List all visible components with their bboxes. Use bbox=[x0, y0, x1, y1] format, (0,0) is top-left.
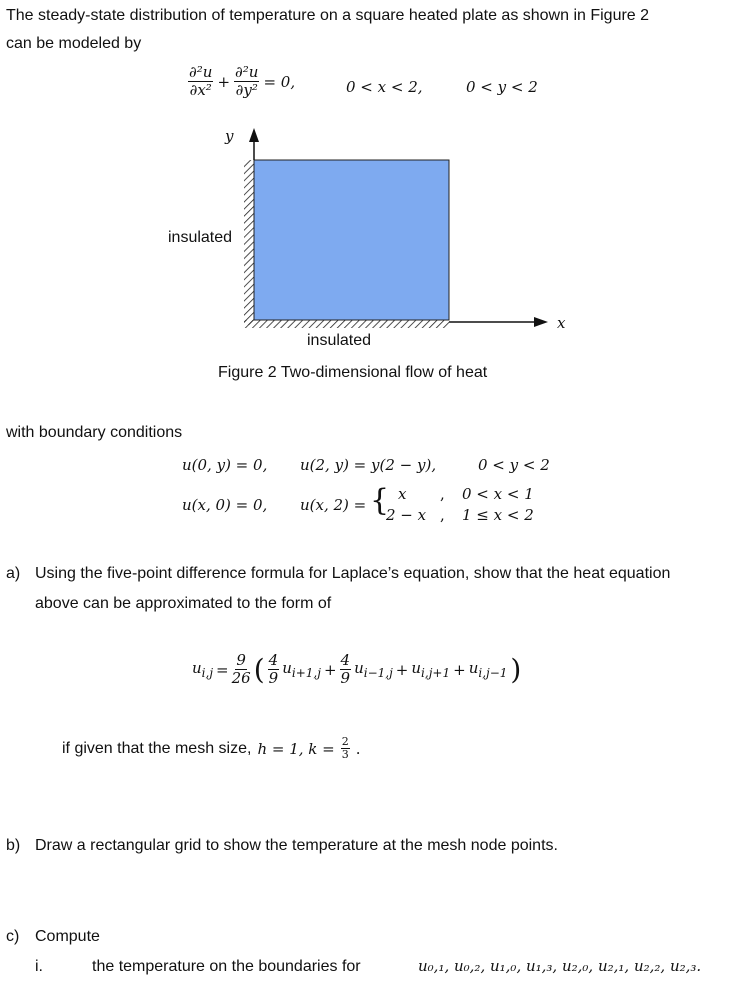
pde-num-1: ∂²u bbox=[189, 63, 213, 81]
case-1-sep: , bbox=[440, 485, 445, 503]
bc-y-range: 0 < y < 2 bbox=[478, 456, 550, 474]
part-c-item-math: u₀,₁, u₀,₂, u₁,₀, u₁,₃, u₂,₀, u₂,₁, u₂,₂, u₂,₃. bbox=[418, 957, 702, 975]
part-c-item-label: i. bbox=[35, 958, 43, 975]
bottom-insulated-edge bbox=[244, 320, 449, 328]
pde-equals: = 0, bbox=[263, 72, 296, 91]
case-2-range: 1 ≤ x < 2 bbox=[462, 506, 534, 524]
close-paren: ) bbox=[510, 653, 522, 686]
left-insulated-edge bbox=[244, 160, 254, 325]
case-1-expr: x bbox=[398, 485, 407, 503]
lhs-u: u bbox=[192, 659, 202, 677]
heated-plate bbox=[254, 160, 449, 320]
f1-den: 9 bbox=[268, 669, 279, 687]
part-b-label: b) bbox=[6, 837, 21, 854]
t2-sub: i−1,j bbox=[363, 666, 393, 680]
figure-caption: Figure 2 Two-dimensional flow of heat bbox=[218, 364, 488, 381]
pde-y-range: 0 < y < 2 bbox=[466, 78, 538, 96]
case-2-sep: , bbox=[440, 506, 445, 524]
difference-equation bbox=[192, 652, 521, 687]
intro-line-1: The steady-state distribution of temperature on a square heated plate as shown in Figure 2 bbox=[6, 7, 650, 24]
pde-x-range: 0 < x < 2, bbox=[346, 78, 423, 96]
x-axis-label: x bbox=[557, 314, 566, 332]
part-a-line-2: above can be approximated to the form of bbox=[35, 595, 332, 612]
t4-sub: i,j−1 bbox=[478, 666, 508, 680]
part-a-line-1: Using the five-point difference formula for Laplace’s equation, show that the heat equation bbox=[35, 565, 671, 582]
part-b-text: Draw a rectangular grid to show the temperature at the mesh node points. bbox=[35, 837, 558, 854]
bc-ux0: u(x, 0) = 0, bbox=[182, 496, 268, 514]
pde-plus: + bbox=[217, 72, 231, 91]
pde-den-2: ∂y² bbox=[235, 81, 258, 99]
intro-line-2: can be modeled by bbox=[6, 35, 142, 52]
part-c-label: c) bbox=[6, 928, 20, 945]
mesh-condition-end: . bbox=[355, 739, 361, 758]
mesh-condition bbox=[62, 736, 361, 761]
bottom-insulated-label: insulated bbox=[307, 332, 372, 349]
case-2-expr: 2 − x bbox=[386, 506, 427, 524]
part-c-item-text: the temperature on the boundaries for bbox=[92, 958, 361, 975]
t2-u: u bbox=[354, 659, 364, 677]
x-axis-arrow bbox=[534, 317, 548, 327]
plus-2: + bbox=[395, 660, 409, 679]
t4-u: u bbox=[468, 659, 479, 677]
y-axis-arrow bbox=[249, 128, 259, 142]
case-1-range: 0 < x < 1 bbox=[462, 485, 534, 503]
f2-den: 9 bbox=[340, 669, 351, 687]
plus-3: + bbox=[453, 660, 466, 679]
mesh-condition-text: if given that the mesh size, bbox=[62, 739, 252, 757]
t3-u: u bbox=[411, 659, 422, 677]
pde-den-1: ∂x² bbox=[189, 81, 212, 99]
plus-1: + bbox=[323, 660, 337, 679]
bc-ux2: u(x, 2) = bbox=[300, 496, 367, 514]
t1-u: u bbox=[282, 659, 292, 677]
left-insulated-label: insulated bbox=[168, 229, 233, 246]
eq-sign: = bbox=[216, 660, 229, 679]
bc-u2y: u(2, y) = y(2 − y), bbox=[300, 456, 437, 474]
k-den: 3 bbox=[341, 748, 349, 761]
part-a-label: a) bbox=[6, 565, 21, 582]
bc-heading: with boundary conditions bbox=[6, 424, 183, 441]
piecewise-brace: { bbox=[370, 483, 390, 518]
t1-sub: i+1,j bbox=[291, 666, 321, 680]
f2-num: 4 bbox=[340, 651, 351, 669]
coef-num: 9 bbox=[236, 651, 246, 669]
lhs-sub: i,j bbox=[201, 666, 214, 680]
mesh-condition-h: h = 1, k = bbox=[257, 739, 335, 758]
y-axis-label: y bbox=[225, 127, 234, 145]
open-paren: ( bbox=[253, 653, 265, 686]
t3-sub: i,j+1 bbox=[421, 666, 451, 680]
coef-den: 26 bbox=[231, 669, 251, 687]
part-c-text: Compute bbox=[35, 928, 100, 945]
pde-num-2: ∂²u bbox=[235, 63, 259, 81]
k-num: 2 bbox=[341, 735, 349, 748]
f1-num: 4 bbox=[268, 651, 279, 669]
bc-u0y: u(0, y) = 0, bbox=[182, 456, 268, 474]
